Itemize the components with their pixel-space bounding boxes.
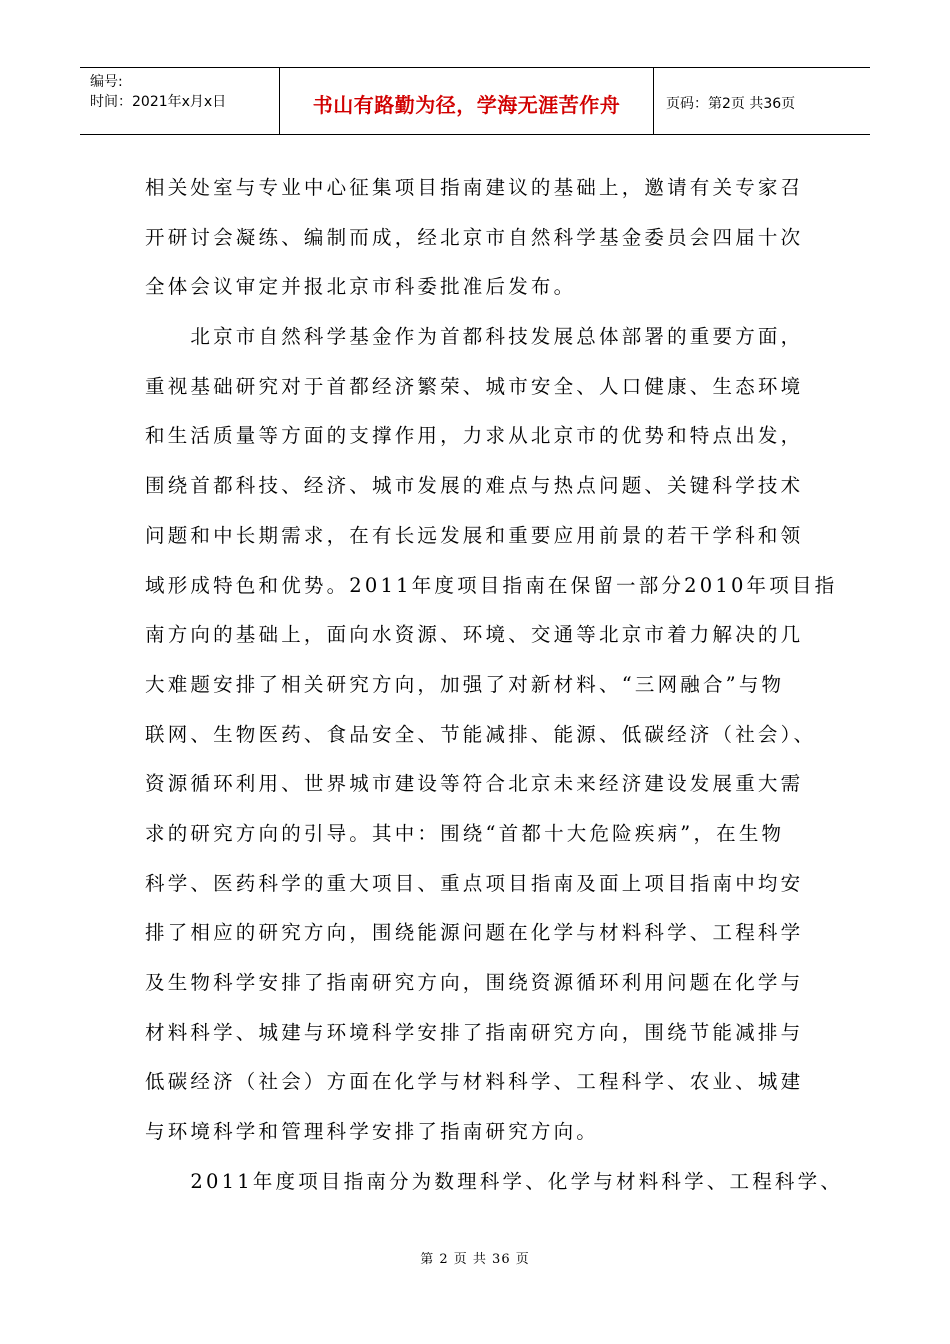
body-line: 大难题安排了相关研究方向，加强了对新材料、“三网融合”与物: [145, 672, 785, 696]
body-line: 重视基础研究对于首都经济繁荣、城市安全、人口健康、生态环境: [145, 374, 804, 398]
document-body: [145, 163, 844, 1206]
header-meta: [80, 68, 280, 134]
body-line: 求的研究方向的引导。其中：围绕“首都十大危险疾病”，在生物: [145, 821, 785, 845]
page-header: [80, 67, 870, 135]
body-line: 材料科学、城建与环境科学安排了指南研究方向，围绕节能减排与: [145, 1020, 804, 1044]
body-line: 排了相应的研究方向，围绕能源问题在化学与材料科学、工程科学: [145, 921, 804, 945]
body-line: 开研讨会凝练、编制而成，经北京市自然科学基金委员会四届十次: [145, 225, 804, 249]
body-line: 南方向的基础上，面向水资源、环境、交通等北京市着力解决的几: [145, 623, 804, 647]
page-footer: 第 2 页 共 36 页: [420, 1252, 530, 1267]
body-line: 北京市自然科学基金作为首都科技发展总体部署的重要方面，: [145, 325, 804, 349]
time-label: 时间：2021年x月x日: [90, 94, 227, 110]
body-line: 问题和中长期需求，在有长远发展和重要应用前景的若干学科和领: [145, 523, 804, 547]
body-line: 联网、生物医药、食品安全、节能减排、能源、低碳经济（社会）、: [145, 722, 817, 746]
body-line: 2011年度项目指南分为数理科学、化学与材料科学、工程科学、: [145, 1169, 844, 1193]
body-line: 和生活质量等方面的支撑作用，力求从北京市的优势和特点出发，: [145, 424, 804, 448]
body-line: 科学、医药科学的重大项目、重点项目指南及面上项目指南中均安: [145, 871, 804, 895]
number-label: 编号:: [90, 74, 123, 90]
header-page-label: 页码：第2页 共36页: [666, 96, 796, 112]
body-line: 低碳经济（社会）方面在化学与材料科学、工程科学、农业、城建: [145, 1070, 804, 1094]
body-line: 相关处室与专业中心征集项目指南建议的基础上，邀请有关专家召: [145, 176, 804, 199]
body-line: 与环境科学和管理科学安排了指南研究方向。: [145, 1120, 600, 1144]
body-line: 及生物科学安排了指南研究方向，围绕资源循环利用问题在化学与: [145, 971, 804, 994]
body-line: 全体会议审定并报北京市科委批准后发布。: [145, 275, 577, 299]
body-line: 域形成特色和优势。2011年度项目指南在保留一部分2010年项目指: [145, 573, 838, 597]
header-motto: 书山有路勤为径，学海无涯苦作舟: [280, 68, 654, 134]
body-line: 资源循环利用、世界城市建设等符合北京未来经济建设发展重大需: [145, 772, 804, 796]
body-line: 围绕首都科技、经济、城市发展的难点与热点问题、关键科学技术: [145, 474, 804, 498]
